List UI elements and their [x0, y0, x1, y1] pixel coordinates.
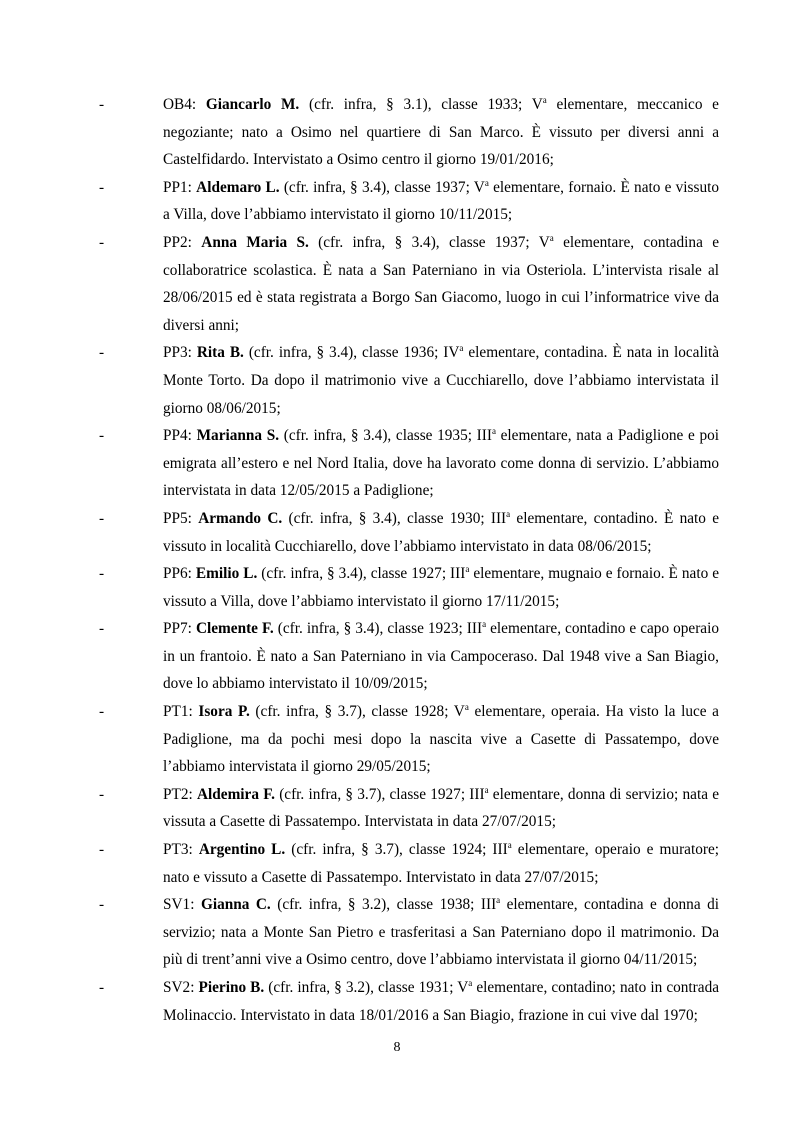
informant-reference: (cfr. infra, § 3.7), classe 1928; V	[249, 703, 465, 721]
ordinal-superscript: a	[542, 94, 547, 105]
informant-details: elementare, contadino e capo operaio in un frantoio. È nato a San Paterniano in via Campoceraso. Dal 1948 vive a San Biagio, dove lo abbiamo intervistato il 10/09/2015;	[163, 620, 719, 693]
informant-code: SV2:	[163, 979, 195, 996]
informant-name: Argentino L.	[198, 841, 286, 859]
informant-name: Aldemira F.	[196, 785, 275, 803]
list-item	[99, 781, 719, 836]
informant-name: Emilio L.	[195, 565, 258, 583]
ordinal-superscript: a	[549, 232, 554, 243]
informant-details: elementare, operaio e muratore; nato e vissuto a Casette di Passatempo. Intervistato in data 27/07/2015;	[163, 841, 719, 886]
list-item	[99, 560, 719, 615]
list-item	[99, 339, 719, 422]
ordinal-superscript: a	[484, 177, 489, 188]
informant-code: PP4:	[163, 427, 192, 445]
ordinal-superscript: a	[468, 977, 473, 988]
ordinal-superscript: a	[459, 343, 464, 354]
informant-details: elementare, contadina. È nata in località Monte Torto. Da dopo il matrimonio vive a Cucchiarello, dove l’abbiamo intervistata il giorno 08/06/2015;	[163, 344, 719, 417]
informant-code: PP6:	[163, 565, 192, 583]
informant-reference: (cfr. infra, § 3.7), classe 1927; III	[274, 785, 485, 803]
informant-code: PT3:	[163, 841, 193, 859]
informant-code: PP1:	[163, 178, 192, 196]
informant-details: elementare, contadino. È nato e vissuto in località Cucchiarello, dove l’abbiamo intervistato in data 08/06/2015;	[163, 509, 719, 555]
page-number: 8	[393, 1040, 401, 1055]
informant-reference: (cfr. infra, § 3.1), classe 1933; V	[299, 96, 543, 113]
list-dash: -	[99, 509, 105, 527]
informant-name: Armando C.	[198, 509, 283, 527]
ordinal-superscript: a	[491, 426, 496, 437]
informant-details: elementare, contadino; nato in contrada Molinaccio. Intervistato in data 18/01/2016 a San Biagio, frazione in cui vive dal 1970;	[163, 979, 720, 1024]
informant-name: Pierino B.	[198, 979, 265, 996]
informant-code: PP3:	[163, 344, 192, 362]
ordinal-superscript: a	[484, 784, 489, 795]
informant-name: Anna Maria S.	[201, 233, 309, 251]
informant-reference: (cfr. infra, § 3.4), classe 1927; III	[257, 565, 466, 583]
list-dash: -	[99, 896, 105, 914]
list-dash: -	[99, 233, 105, 251]
informant-reference: (cfr. infra, § 3.4), classe 1930; III	[282, 509, 507, 527]
list-item	[99, 836, 719, 891]
list-item	[99, 974, 719, 1029]
list-dash: -	[99, 620, 105, 638]
informant-reference: (cfr. infra, § 3.4), classe 1923; III	[273, 620, 483, 638]
list-dash: -	[99, 344, 105, 362]
informant-reference: (cfr. infra, § 3.4), classe 1935; III	[279, 427, 492, 445]
list-item	[99, 422, 719, 505]
informant-name: Rita B.	[196, 344, 244, 362]
informant-name: Marianna S.	[196, 427, 280, 445]
informant-details: elementare, donna di servizio; nata e vissuta a Casette di Passatempo. Intervistata in data 27/07/2015;	[163, 785, 719, 831]
informant-details: elementare, contadina e collaboratrice scolastica. È nata a San Paterniano in via Osteriola. L’intervista risale al 28/06/2015 ed è stata registrata a Borgo San Giacomo, luogo in cui l’informatrice vive da diversi anni;	[163, 233, 719, 334]
list-item	[99, 174, 719, 229]
informant-reference: (cfr. infra, § 3.4), classe 1937; V	[279, 178, 485, 196]
list-item	[99, 891, 719, 974]
list-dash: -	[99, 565, 105, 583]
list-dash: -	[99, 703, 105, 721]
list-dash: -	[99, 427, 105, 445]
ordinal-superscript: a	[465, 564, 470, 574]
list-item	[99, 615, 719, 698]
list-dash: -	[99, 785, 105, 803]
informant-reference: (cfr. infra, § 3.2), classe 1938; III	[270, 896, 497, 914]
informant-code: PP2:	[163, 233, 192, 251]
list-item	[99, 505, 719, 560]
informant-details: elementare, operaia. Ha visto la luce a Padiglione, ma da pochi mesi dopo la nascita vive a Casette di Passatempo, dove l’abbiamo intervistata il giorno 29/05/2015;	[163, 703, 719, 776]
informant-list	[99, 91, 719, 1029]
informant-code: PT1:	[163, 703, 193, 721]
list-item	[99, 91, 719, 174]
informant-details: elementare, mugnaio e fornaio. È nato e vissuto a Villa, dove l’abbiamo intervistato il giorno 17/11/2015;	[163, 565, 719, 610]
list-dash: -	[99, 178, 105, 196]
ordinal-superscript: a	[496, 895, 501, 906]
ordinal-superscript: a	[464, 701, 469, 712]
informant-name: Gianna C.	[200, 896, 271, 914]
ordinal-superscript: a	[482, 619, 487, 630]
informant-details: elementare, fornaio. È nato e vissuto a Villa, dove l’abbiamo intervistato il giorno 10/11/2015;	[163, 178, 720, 224]
informant-reference: (cfr. infra, § 3.4), classe 1936; IV	[243, 344, 460, 362]
informant-code: PT2:	[163, 785, 193, 803]
informant-details: elementare, meccanico e negoziante; nato a Osimo nel quartiere di San Marco. È vissuto per diversi anni a Castelfidardo. Intervistato a Osimo centro il giorno 19/01/2016;	[163, 96, 719, 169]
informant-details: elementare, nata a Padiglione e poi emigrata all’estero e nel Nord Italia, dove ha lavorato come donna di servizio. L’abbiamo intervistata in data 12/05/2015 a Padiglione;	[163, 427, 719, 500]
informant-reference: (cfr. infra, § 3.4), classe 1937; V	[308, 233, 550, 251]
list-dash: -	[99, 96, 105, 113]
informant-code: PP5:	[163, 509, 192, 527]
informant-name: Giancarlo M.	[205, 96, 300, 113]
list-item	[99, 229, 719, 339]
list-item	[99, 698, 719, 781]
list-dash: -	[99, 979, 105, 996]
informant-name: Clemente F.	[195, 620, 274, 638]
informant-name: Aldemaro L.	[196, 178, 280, 196]
informant-reference: (cfr. infra, § 3.2), classe 1931; V	[264, 979, 469, 996]
ordinal-superscript: a	[507, 839, 512, 850]
informant-code: PP7:	[163, 620, 192, 638]
informant-reference: (cfr. infra, § 3.7), classe 1924; III	[285, 841, 508, 859]
ordinal-superscript: a	[506, 508, 511, 519]
informant-code: OB4:	[163, 96, 197, 113]
informant-details: elementare, contadina e donna di servizio; nata a Monte San Pietro e trasferitasi a San Paterniano dopo il matrimonio. Da più di trent’anni vive a Osimo centro, dove l’abbiamo intervistata il giorno 04/11/2015;	[163, 896, 719, 969]
list-dash: -	[99, 841, 105, 859]
informant-code: SV1:	[163, 896, 195, 914]
informant-name: Isora P.	[198, 703, 250, 721]
